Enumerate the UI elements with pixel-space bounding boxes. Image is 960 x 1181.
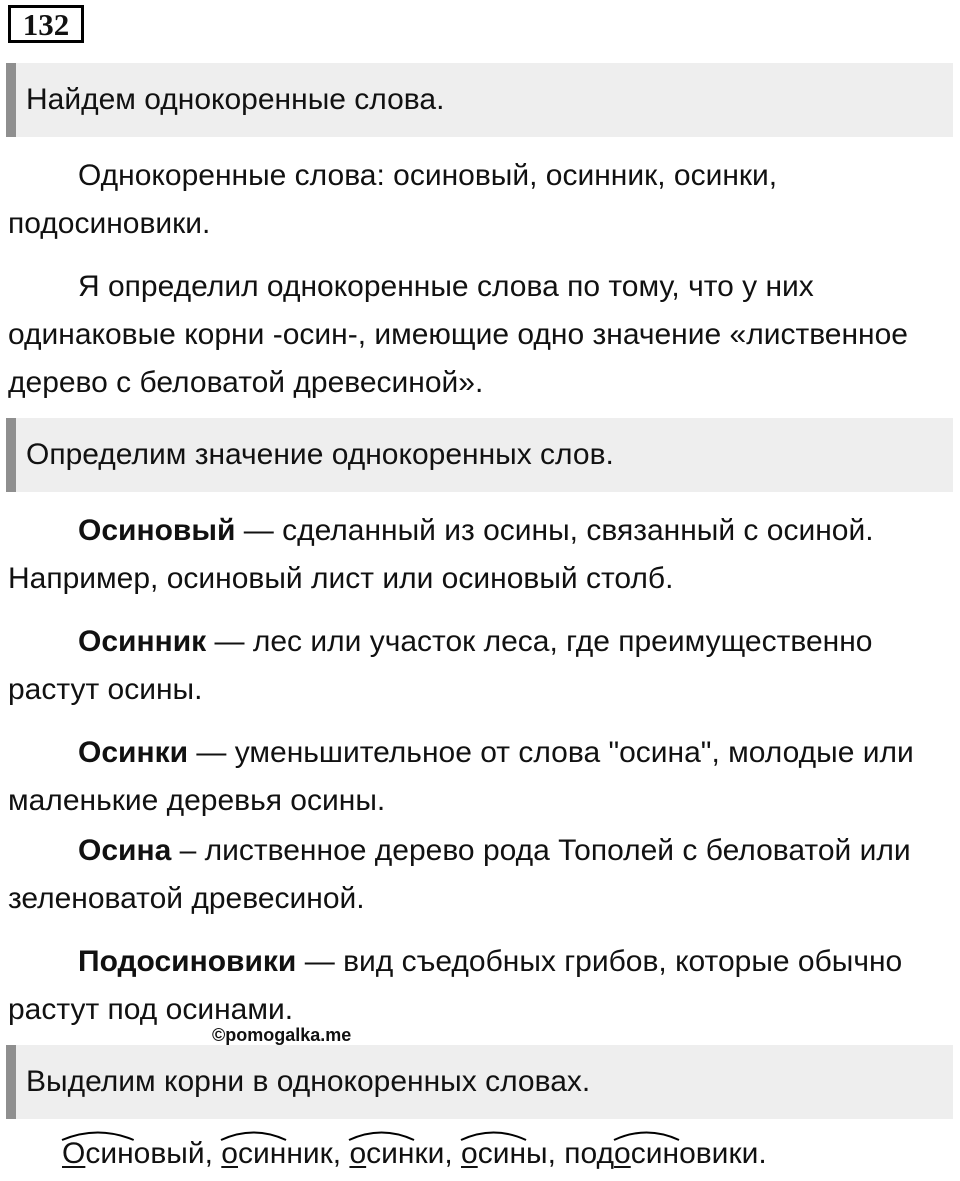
- root-word: осинник: [221, 1137, 332, 1170]
- root-arc-icon: [219, 1129, 288, 1141]
- root-mark: Осин: [62, 1130, 134, 1178]
- paragraph-explanation: Я определил однокоренные слова по тому, что у них одинаковые корни -осин-, имеющие одно значение «лиственное дерево с беловатой древесиной».: [8, 270, 908, 399]
- definition-podosinoviki: Подосиновики — вид съедобных грибов, которые обычно растут под осинами.: [8, 945, 903, 1026]
- root-arc-icon: [459, 1129, 528, 1141]
- root-mark: осин: [614, 1130, 679, 1178]
- task-number: 132: [8, 5, 84, 43]
- section-heading-3: Выделим корни в однокоренных словах.: [6, 1045, 953, 1119]
- paragraph-cognates: Однокоренные слова: осиновый, осинник, осинки, подосиновики.: [8, 159, 778, 240]
- root-word: Осиновый: [62, 1137, 205, 1170]
- root-arc-icon: [60, 1129, 136, 1141]
- definition-term: Подосиновики: [78, 945, 297, 978]
- section-heading-1: Найдем однокоренные слова.: [6, 63, 953, 137]
- definition-osinnik: Осинник — лес или участок леса, где преимущественно растут осины.: [8, 625, 873, 706]
- section-heading-2: Определим значение однокоренных слов.: [6, 418, 953, 492]
- root-word: осины: [461, 1137, 548, 1170]
- definition-osinki: Осинки — уменьшительное от слова "осина", молодые или маленькие деревья осины.: [8, 736, 914, 817]
- root-mark: осин: [221, 1130, 286, 1178]
- definition-term: Осина: [78, 834, 172, 867]
- root-arc-icon: [612, 1129, 681, 1141]
- root-word: осинки: [349, 1137, 444, 1170]
- watermark: ©pomogalka.me: [212, 1025, 352, 1045]
- definition-term: Осиновый: [78, 514, 236, 547]
- definition-osina: Осина – лиственное дерево рода Тополей с беловатой или зеленоватой древесиной.: [8, 834, 911, 915]
- root-word: под осиновики: [564, 1137, 758, 1170]
- root-mark: осин: [461, 1130, 526, 1178]
- definition-term: Осинки: [78, 736, 189, 769]
- root-mark: осин: [349, 1130, 414, 1178]
- roots-line: Осиновый, осинник, осинки, осины, под осиновики.: [62, 1130, 767, 1178]
- definition-term: Осинник: [78, 625, 207, 658]
- root-arc-icon: [347, 1129, 416, 1141]
- definition-osinovyy: Осиновый — сделанный из осины, связанный с осиной. Например, осиновый лист или осиновый столб.: [8, 514, 874, 595]
